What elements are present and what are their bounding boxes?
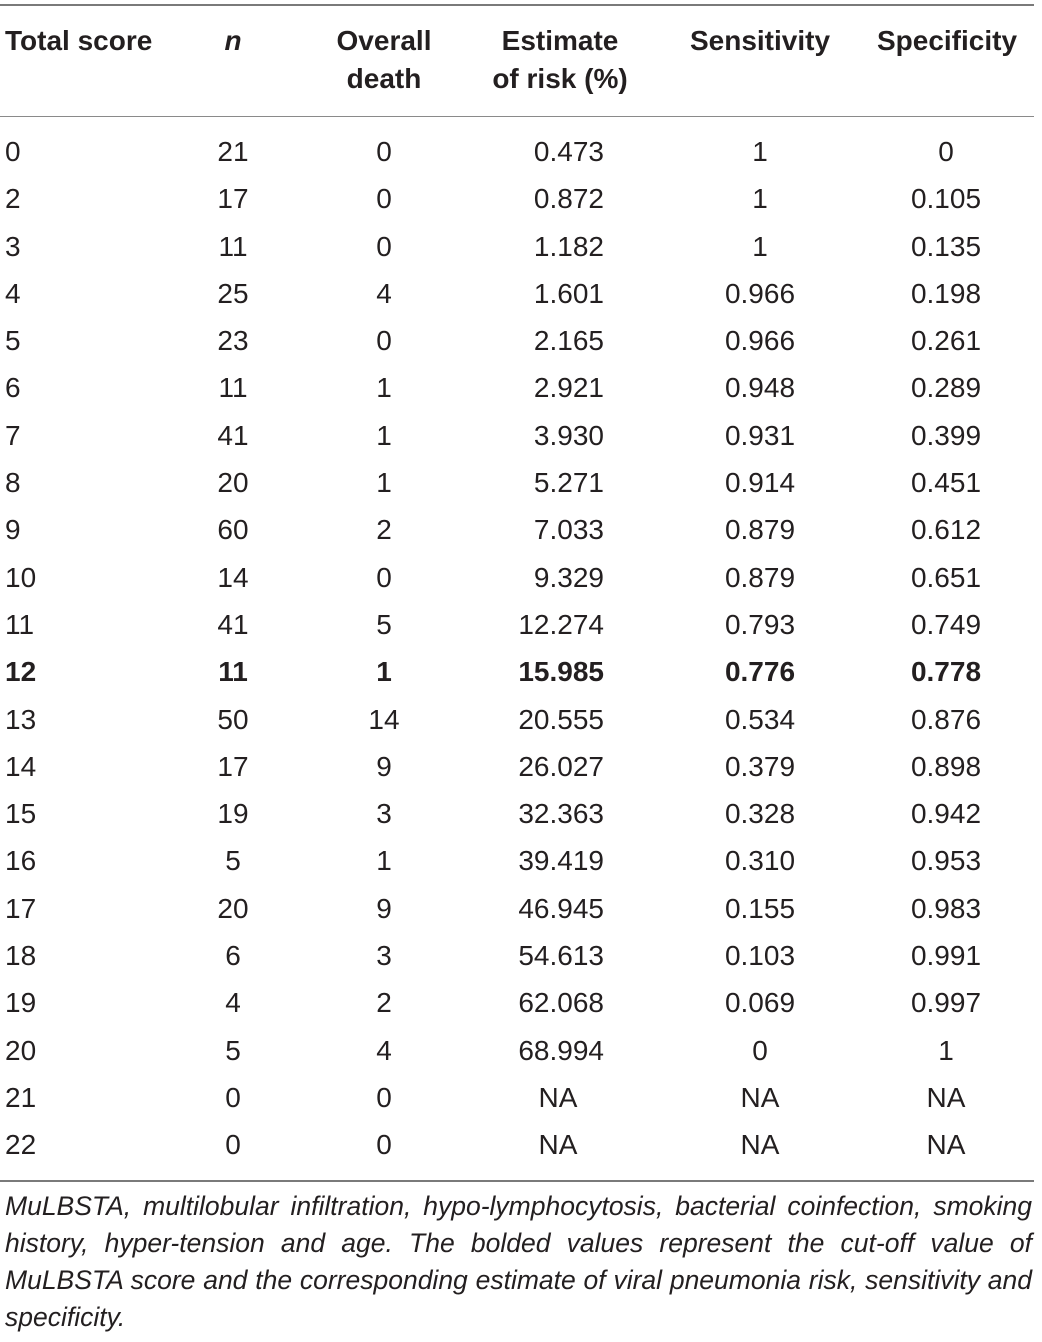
cell-overall-death: 5	[376, 608, 392, 640]
cell-specificity: 0.289	[910, 372, 982, 404]
cell-total-score: 8	[5, 467, 21, 499]
cell-n: 17	[217, 183, 249, 215]
cell-sensitivity: NA	[740, 1081, 780, 1113]
cell-n: 11	[218, 372, 248, 404]
cell-sensitivity: 0.379	[724, 750, 796, 782]
cell-estimate-of-risk: 26.027	[518, 750, 604, 782]
cell-estimate-of-risk: NA	[538, 1129, 578, 1161]
cell-sensitivity: 0.328	[724, 798, 796, 830]
cell-total-score: 3	[5, 230, 21, 262]
table-row	[0, 317, 1034, 364]
cell-total-score: 15	[5, 798, 37, 830]
cell-specificity: NA	[926, 1129, 966, 1161]
table-row	[0, 554, 1034, 601]
table-row	[0, 648, 1034, 695]
table-row	[0, 979, 1034, 1026]
cell-overall-death: 9	[376, 750, 392, 782]
cell-overall-death: 0	[376, 561, 392, 593]
cell-specificity: 0.942	[910, 798, 982, 830]
cell-n: 25	[217, 277, 249, 309]
cell-total-score: 5	[5, 325, 21, 357]
cell-overall-death: 2	[376, 514, 392, 546]
table-row	[0, 459, 1034, 506]
cell-estimate-of-risk: 62.068	[518, 987, 604, 1019]
cell-specificity: 1	[938, 1034, 954, 1066]
cell-sensitivity: 1	[752, 183, 768, 215]
cell-overall-death: 4	[376, 277, 392, 309]
cell-sensitivity: 0.879	[724, 561, 796, 593]
cell-sensitivity: NA	[740, 1129, 780, 1161]
cell-n: 6	[225, 940, 241, 972]
cell-total-score: 13	[5, 703, 37, 735]
cell-n: 23	[217, 325, 249, 357]
cell-specificity: 0	[938, 136, 954, 167]
cell-specificity: 0.749	[910, 608, 982, 640]
cell-n: 0	[225, 1129, 241, 1161]
cell-total-score: 6	[5, 372, 21, 404]
cell-sensitivity: 1	[752, 136, 768, 167]
cell-estimate-of-risk: 3.930	[533, 419, 604, 451]
cell-overall-death: 1	[376, 656, 392, 688]
table-bottom-rule	[0, 1180, 1034, 1182]
cell-total-score: 9	[5, 514, 21, 546]
cell-specificity: 0.651	[910, 561, 982, 593]
cell-estimate-of-risk: 20.555	[518, 703, 604, 735]
cell-specificity: 0.135	[910, 230, 982, 262]
cell-n: 19	[217, 798, 249, 830]
cell-n: 21	[217, 136, 249, 167]
cell-sensitivity: 0.931	[724, 419, 796, 451]
cell-n: 11	[218, 656, 248, 688]
cell-sensitivity: 0.155	[724, 892, 796, 924]
cell-total-score: 14	[5, 750, 37, 782]
cell-total-score: 12	[5, 656, 37, 688]
cell-estimate-of-risk: 12.274	[518, 608, 604, 640]
table-row	[0, 696, 1034, 743]
cell-overall-death: 9	[376, 892, 392, 924]
header-sensitivity: Sensitivity	[689, 25, 831, 56]
cell-overall-death: 4	[376, 1034, 392, 1066]
cell-n: 5	[225, 845, 241, 877]
cell-n: 50	[217, 703, 249, 735]
table-header-rule	[0, 116, 1034, 117]
cell-sensitivity: 0.310	[724, 845, 796, 877]
cell-sensitivity: 0.914	[724, 467, 796, 499]
cell-n: 5	[225, 1034, 241, 1066]
cell-specificity: 0.898	[910, 750, 982, 782]
cell-overall-death: 0	[376, 230, 392, 262]
table-row	[0, 1121, 1034, 1168]
cell-overall-death: 14	[368, 703, 400, 735]
table-row	[0, 175, 1034, 222]
header-estimate-line2: of risk (%)	[492, 63, 628, 94]
cell-estimate-of-risk: 1.182	[533, 230, 604, 262]
cell-total-score: 18	[5, 940, 37, 972]
table-header	[0, 22, 1034, 102]
cell-overall-death: 1	[376, 467, 392, 499]
cell-n: 4	[225, 987, 241, 1019]
cell-n: 0	[225, 1081, 241, 1113]
cell-overall-death: 1	[376, 372, 392, 404]
cell-estimate-of-risk: 7.033	[533, 514, 604, 546]
cell-specificity: 0.198	[910, 277, 982, 309]
cell-sensitivity: 0.103	[724, 940, 796, 972]
cell-specificity: 0.451	[910, 467, 982, 499]
cell-n: 17	[217, 750, 249, 782]
cell-overall-death: 2	[376, 987, 392, 1019]
cell-specificity: 0.983	[910, 892, 982, 924]
cell-sensitivity: 0.534	[724, 703, 796, 735]
cell-total-score: 4	[5, 277, 21, 309]
table-row	[0, 743, 1034, 790]
cell-sensitivity: 0.966	[724, 325, 796, 357]
cell-sensitivity: 0.793	[724, 608, 796, 640]
cell-estimate-of-risk: 32.363	[518, 798, 604, 830]
cell-estimate-of-risk: 39.419	[518, 845, 604, 877]
cell-estimate-of-risk: NA	[538, 1081, 578, 1113]
cell-total-score: 17	[5, 892, 37, 924]
table-row	[0, 1027, 1034, 1074]
table-row	[0, 364, 1034, 411]
table-row	[0, 932, 1034, 979]
cell-sensitivity: 0.966	[724, 277, 796, 309]
cell-n: 60	[217, 514, 249, 546]
cell-estimate-of-risk: 1.601	[533, 277, 604, 309]
cell-estimate-of-risk: 46.945	[518, 892, 604, 924]
cell-overall-death: 3	[376, 798, 392, 830]
cell-specificity: 0.997	[910, 987, 982, 1019]
table-row	[0, 601, 1034, 648]
cell-sensitivity: 0.879	[724, 514, 796, 546]
cell-estimate-of-risk: 0.473	[533, 136, 604, 167]
table-row	[0, 885, 1034, 932]
cell-overall-death: 3	[376, 940, 392, 972]
cell-total-score: 0	[5, 136, 21, 167]
cell-estimate-of-risk: 9.329	[533, 561, 604, 593]
table-row	[0, 128, 1034, 175]
header-estimate-line1: Estimate	[501, 25, 619, 56]
cell-total-score: 10	[5, 561, 37, 593]
cell-n: 41	[217, 608, 249, 640]
table-row	[0, 223, 1034, 270]
table-body	[0, 128, 1034, 1169]
cell-specificity: 0.612	[910, 514, 982, 546]
cell-specificity: 0.261	[910, 325, 982, 357]
cell-total-score: 20	[5, 1034, 37, 1066]
cell-overall-death: 0	[376, 325, 392, 357]
table-row	[0, 790, 1034, 837]
cell-sensitivity: 0.776	[724, 656, 796, 688]
cell-estimate-of-risk: 0.872	[533, 183, 604, 215]
cell-total-score: 16	[5, 845, 37, 877]
cell-overall-death: 0	[376, 183, 392, 215]
table-row	[0, 270, 1034, 317]
header-estimate-of-risk	[470, 22, 650, 98]
cell-estimate-of-risk: 54.613	[518, 940, 604, 972]
cell-overall-death: 1	[376, 845, 392, 877]
table-footnote: MuLBSTA, multilobular infiltration, hypo-lymphocytosis, bacterial coinfection, smoking history, hyper-tension and age. The bolded values represent the cut-off value of MuLBSTA score and the corresponding estimate of viral pneumonia risk, sensitivity and specificity.	[5, 1191, 1032, 1332]
cell-estimate-of-risk: 2.165	[533, 325, 604, 357]
cell-specificity: 0.953	[910, 845, 982, 877]
cell-n: 20	[217, 892, 249, 924]
cell-specificity: 0.105	[910, 183, 982, 215]
cell-n: 11	[218, 230, 248, 262]
cell-n: 20	[217, 467, 249, 499]
header-specificity: Specificity	[876, 25, 1018, 56]
cell-total-score: 21	[5, 1081, 37, 1113]
cell-estimate-of-risk: 2.921	[533, 372, 604, 404]
cell-total-score: 19	[5, 987, 37, 1019]
cell-estimate-of-risk: 15.985	[518, 656, 604, 688]
header-total-score: Total score	[5, 25, 153, 56]
cell-sensitivity: 0.948	[724, 372, 796, 404]
table-row	[0, 506, 1034, 553]
cell-specificity: 0.876	[910, 703, 982, 735]
cell-overall-death: 0	[376, 1081, 392, 1113]
cell-n: 14	[217, 561, 249, 593]
header-n: n	[224, 25, 242, 56]
table-top-rule	[0, 4, 1034, 6]
cell-total-score: 11	[5, 608, 35, 640]
header-overall-death-line1: Overall	[336, 25, 432, 56]
cell-specificity: 0.399	[910, 419, 982, 451]
cell-specificity: NA	[926, 1081, 966, 1113]
cell-estimate-of-risk: 68.994	[518, 1034, 604, 1066]
table-row	[0, 412, 1034, 459]
cell-total-score: 7	[5, 419, 21, 451]
table-row	[0, 1074, 1034, 1121]
cell-total-score: 2	[5, 183, 21, 215]
cell-overall-death: 1	[376, 419, 392, 451]
cell-overall-death: 0	[376, 1129, 392, 1161]
cell-specificity: 0.991	[910, 940, 982, 972]
cell-sensitivity: 1	[752, 230, 768, 262]
cell-estimate-of-risk: 5.271	[533, 467, 604, 499]
header-overall-death	[318, 22, 450, 98]
cell-n: 41	[217, 419, 249, 451]
header-overall-death-line2: death	[346, 63, 422, 94]
cell-sensitivity: 0	[752, 1034, 768, 1066]
cell-sensitivity: 0.069	[724, 987, 796, 1019]
cell-specificity: 0.778	[910, 656, 982, 688]
table-row	[0, 837, 1034, 884]
cell-overall-death: 0	[376, 136, 392, 167]
cell-total-score: 22	[5, 1129, 37, 1161]
